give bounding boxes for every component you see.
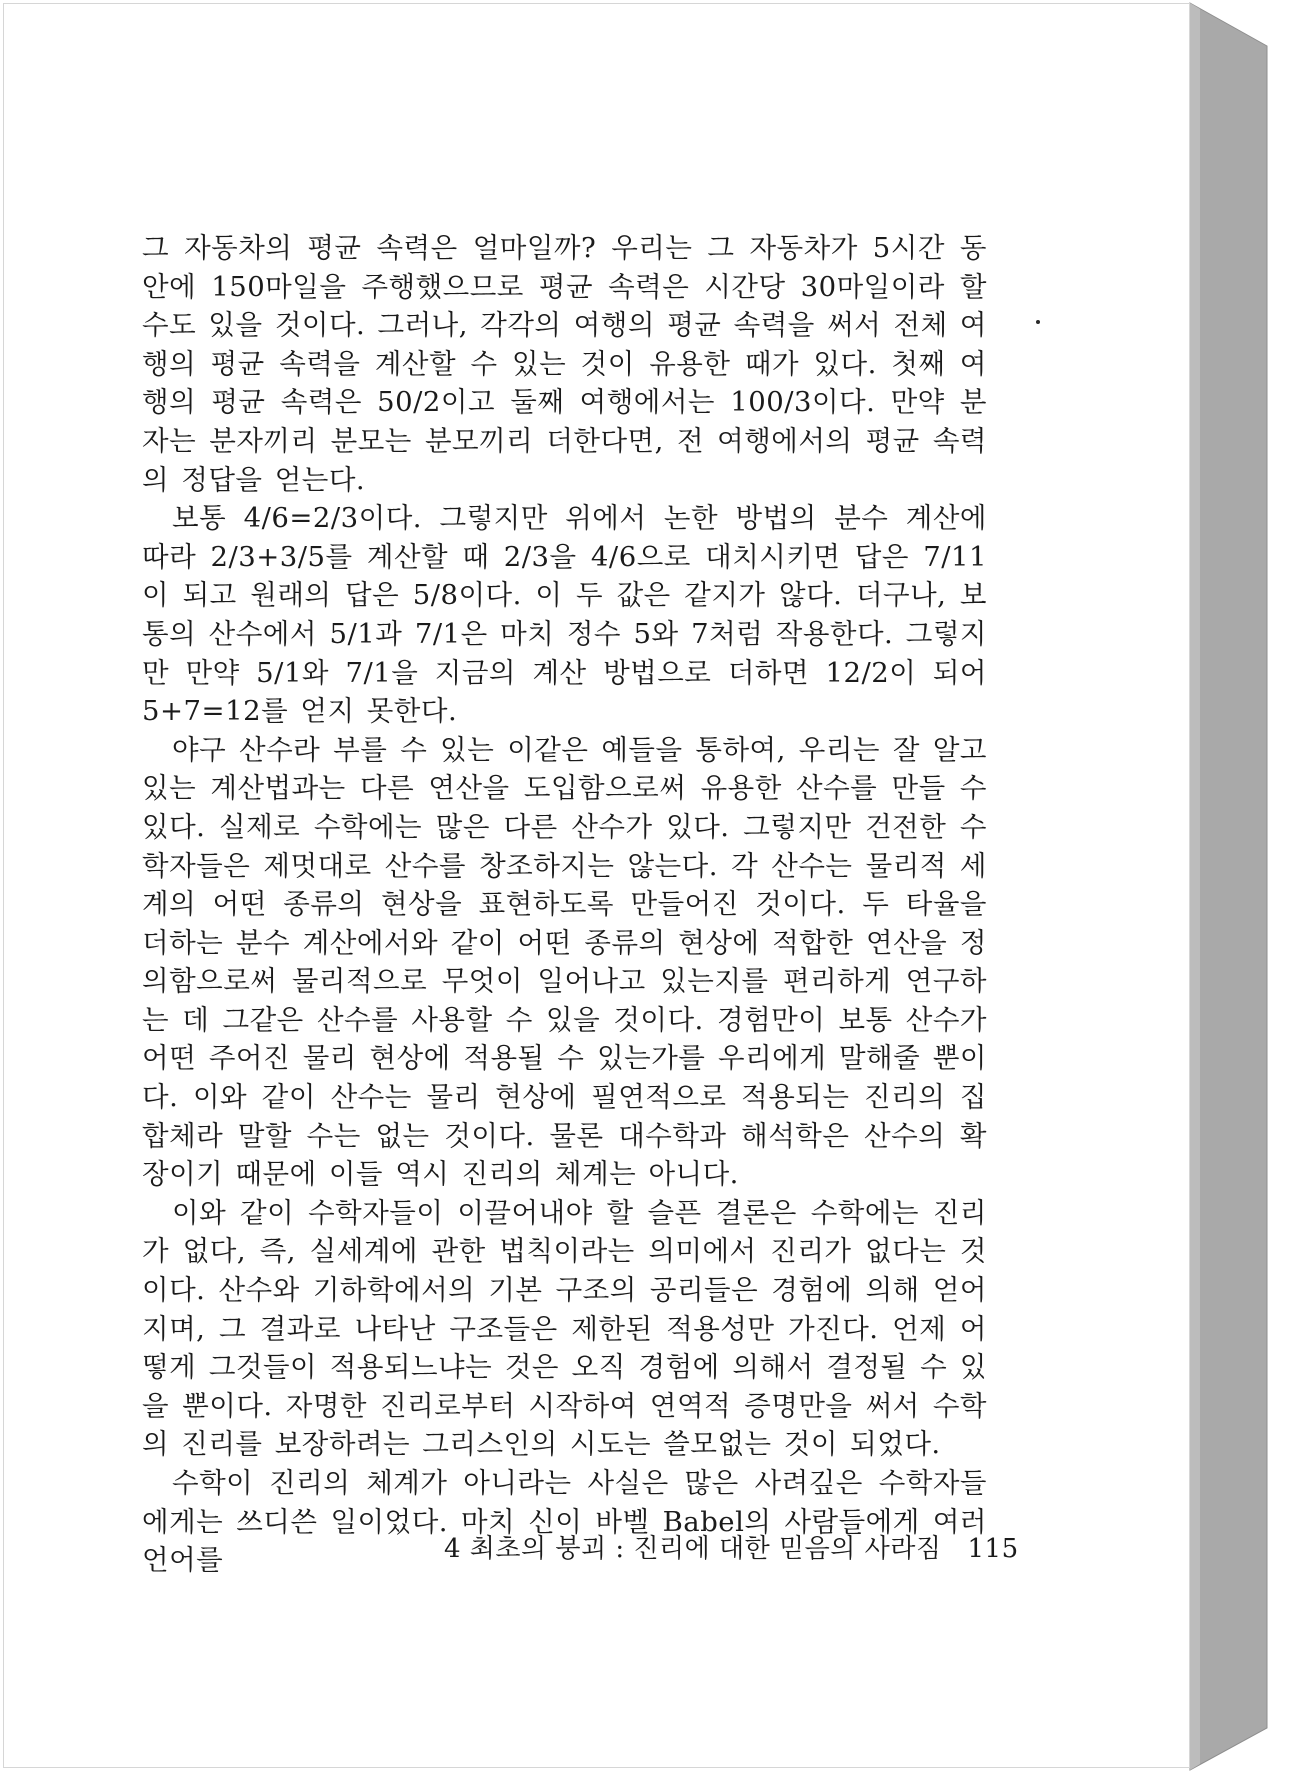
stray-ink-dot	[1036, 320, 1040, 324]
page-body	[142, 229, 987, 1580]
paragraph-2: 보통 4/6=2/3이다. 그렇지만 위에서 논한 방법의 분수 계산에 따라 2/3+3/5를 계산할 때 2/3을 4/6으로 대치시키면 답은 7/11이 되고 원래의 답은 5/8이다. 이 두 값은 같지가 않다. 더구나, 보통의 산수에서 5/1과 7/1은 마치 정수 5와 7처럼 작용한다. 그렇지만 만약 5/1와 7/1을 지금의 계산 방법으로 더하면 12/2이 되어 5+7=12를 얻지 못한다.	[142, 502, 987, 728]
paragraph-1: 그 자동차의 평균 속력은 얼마일까? 우리는 그 자동차가 5시간 동안에 150마일을 주행했으므로 평균 속력은 시간당 30마일이라 할 수도 있을 것이다. 그러나, 각각의 여행의 평균 속력을 써서 전체 여행의 평균 속력을 계산할 수 있는 것이 유용한 때가 있다. 첫째 여행의 평균 속력은 50/2이고 둘째 여행에서는 100/3이다. 만약 분자는 분자끼리 분모는 분모끼리 더한다면, 전 여행에서의 평균 속력의 정답을 얻는다.	[142, 232, 987, 496]
paragraph-5: 수학이 진리의 체계가 아니라는 사실은 많은 사려깊은 수학자들에게는 쓰디쓴 일이었다. 마치 신이 바벨 Babel의 사람들에게 여러 언어를	[142, 1467, 987, 1577]
book-page	[3, 3, 1190, 1768]
paragraph-3: 야구 산수라 부를 수 있는 이같은 예들을 통하여, 우리는 잘 알고 있는 계산법과는 다른 연산을 도입함으로써 유용한 산수를 만들 수 있다. 실제로 수학에는 많은 다른 산수가 있다. 그렇지만 건전한 수학자들은 제멋대로 산수를 창조하지는 않는다. 각 산수는 물리적 세계의 어떤 종류의 현상을 표현하도록 만들어진 것이다. 두 타율을 더하는 분수 계산에서와 같이 어떤 종류의 현상에 적합한 연산을 정의함으로써 물리적으로 무엇이 일어나고 있는지를 편리하게 연구하는 데 그같은 산수를 사용할 수 있을 것이다. 경험만이 보통 산수가 어떤 주어진 물리 현상에 적용될 수 있는가를 우리에게 말해줄 뿐이다. 이와 같이 산수는 물리 현상에 필연적으로 적용되는 진리의 집합체라 말할 수는 없는 것이다. 물론 대수학과 해석학은 산수의 확장이기 때문에 이들 역시 진리의 체계는 아니다.	[142, 733, 987, 1191]
chapter-title: 4 최초의 붕괴 : 진리에 대한 믿음의 사라짐	[444, 1534, 942, 1564]
paragraph-4: 이와 같이 수학자들이 이끌어내야 할 슬픈 결론은 수학에는 진리가 없다, 즉, 실세계에 관한 법칙이라는 의미에서 진리가 없다는 것이다. 산수와 기하학에서의 기본 구조의 공리들은 경험에 의해 얻어지며, 그 결과로 나타난 구조들은 제한된 적용성만 가진다. 언제 어떻게 그것들이 적용되느냐는 것은 오직 경험에 의해서 결정될 수 있을 뿐이다. 자명한 진리로부터 시작하여 연역적 증명만을 써서 수학의 진리를 보장하려는 그리스인의 시도는 쓸모없는 것이 되었다.	[142, 1196, 987, 1461]
page-number: 115	[967, 1534, 1019, 1564]
running-footer	[444, 1532, 1019, 1566]
